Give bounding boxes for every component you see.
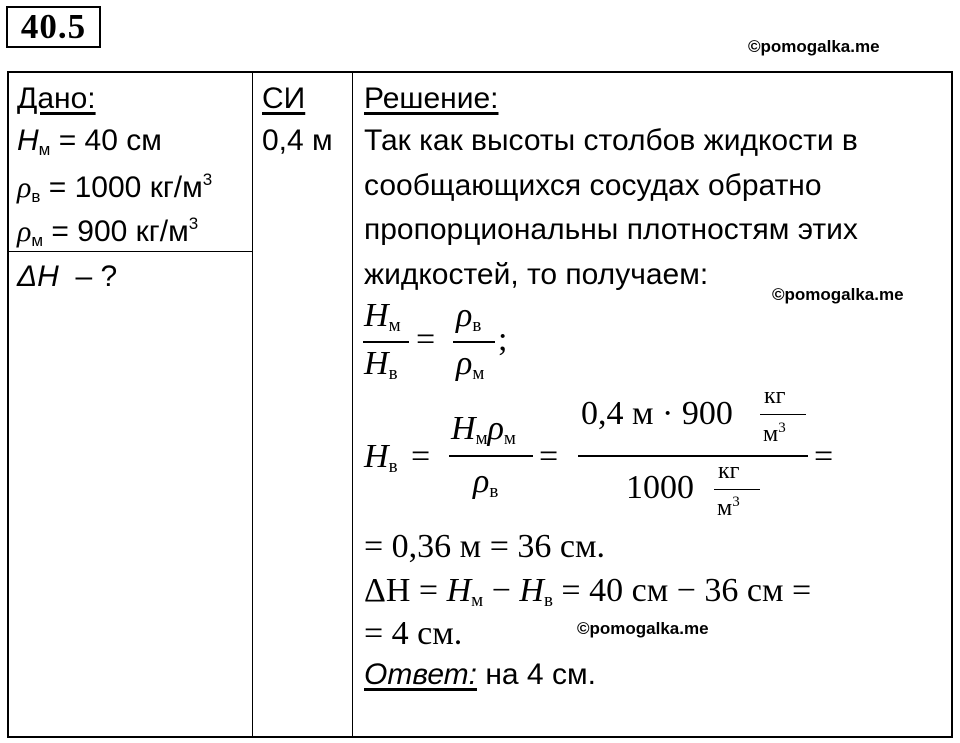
f2-fraction-bar-2 [578, 455, 808, 457]
f1-equals: = [416, 321, 436, 358]
symbol-h: H [17, 124, 39, 157]
f2-den-2: 1000 [626, 469, 694, 506]
f2-unit-bar-bottom [714, 489, 760, 490]
f2-unit-kg-top: кг [764, 383, 786, 409]
si-value: 0,4 м [262, 124, 333, 157]
f1-h: H [364, 297, 389, 334]
superscript-3: 3 [188, 214, 199, 233]
f4-rest: = 40 см − 36 см = [552, 572, 812, 609]
given-header: Дано: [17, 82, 96, 115]
f1-num-left [364, 299, 401, 335]
given-density-mercury [17, 215, 198, 249]
f2-sub-m: м [503, 428, 516, 449]
f1-sub-m: м [388, 315, 401, 336]
si-header: СИ [262, 82, 306, 115]
watermark-bottom: ©pomogalka.me [577, 619, 709, 638]
subscript-m: м [38, 140, 51, 159]
f2-unit-bar-top [760, 414, 806, 415]
symbol-delta-h: ΔH [17, 260, 59, 293]
f2-unit-m: м [763, 421, 779, 447]
f2-den-1 [473, 465, 498, 501]
answer-line [364, 660, 596, 690]
f1-fraction-bar-left [363, 341, 409, 343]
f1-sub-v: в [472, 315, 482, 336]
f1-rho: ρ [456, 297, 473, 334]
f2-h: H [364, 438, 389, 475]
f1-den-left [364, 347, 398, 383]
solution-text-line-4: жидкостей, то получаем: [364, 258, 709, 291]
f2-rho: ρ [473, 463, 490, 500]
f1-num-right [456, 299, 481, 335]
f2-fraction-bar-1 [449, 455, 533, 457]
f2-unit-m3-top [763, 421, 786, 446]
column-divider-si [352, 73, 353, 736]
given-find-divider [9, 251, 252, 252]
f2-num-2: 0,4 м · 900 [581, 395, 733, 432]
f2-equals-3: = [814, 438, 834, 475]
answer-label: Ответ: [364, 658, 477, 691]
solution-text-line-3: пропорциональны плотностям этих [364, 213, 858, 246]
symbol-rho: ρ [17, 171, 32, 204]
f2-rho: ρ [487, 410, 504, 447]
f1-rho: ρ [456, 345, 473, 382]
solution-header: Решение: [364, 82, 499, 115]
f2-lhs [364, 440, 398, 476]
subscript-v: в [31, 187, 41, 206]
answer-value: на 4 см. [477, 658, 596, 691]
f2-num-1 [451, 412, 516, 448]
f3-result: = 0,36 м = 36 см. [364, 528, 605, 565]
symbol-rho: ρ [17, 215, 32, 248]
f2-equals-2: = [539, 438, 559, 475]
given-rho-m-value: = 900 кг/м [43, 215, 189, 248]
f1-sub-v: в [388, 363, 398, 384]
f2-equals-1: = [411, 438, 431, 475]
f1-sub-m: м [472, 363, 485, 384]
f2-sub-m: м [475, 428, 488, 449]
f1-h: H [364, 345, 389, 382]
f2-unit-sup: 3 [778, 420, 786, 436]
f4-h: H [446, 572, 472, 609]
f2-sub-v: в [489, 481, 499, 502]
column-divider-given [252, 73, 253, 736]
f4-h: H [519, 572, 544, 609]
find-quantity [17, 262, 117, 292]
given-h-value: = 40 см [50, 124, 162, 157]
watermark-top: ©pomogalka.me [748, 37, 880, 56]
f1-semicolon: ; [498, 321, 508, 358]
f2-unit-m: м [717, 495, 733, 521]
given-rho-v-value: = 1000 кг/м [40, 171, 203, 204]
watermark-middle: ©pomogalka.me [772, 285, 904, 304]
f4-minus: − [483, 572, 520, 609]
f2-unit-kg-bottom: кг [718, 458, 740, 484]
f2-h: H [451, 410, 476, 447]
given-height-mercury [17, 126, 162, 158]
problem-number: 40.5 [6, 6, 101, 48]
f1-den-right [456, 347, 484, 383]
given-density-water [17, 171, 212, 205]
f4-sub-m: м [471, 590, 484, 611]
f2-unit-sup: 3 [732, 494, 740, 510]
f2-unit-m3-bottom [717, 495, 740, 520]
find-question: – ? [58, 260, 118, 293]
f2-sub-v: в [388, 456, 398, 477]
solution-text-line-2: сообщающихся сосудах обратно [364, 169, 822, 202]
f1-fraction-bar-right [453, 341, 495, 343]
f5-result: = 4 см. [364, 615, 463, 652]
subscript-m: м [31, 231, 44, 250]
f4-delta-h: ΔH = [364, 572, 447, 609]
superscript-3: 3 [202, 170, 213, 189]
solution-text-line-1: Так как высоты столбов жидкости в [364, 124, 858, 157]
f4-sub-v: в [543, 590, 553, 611]
f4-delta [364, 574, 811, 610]
